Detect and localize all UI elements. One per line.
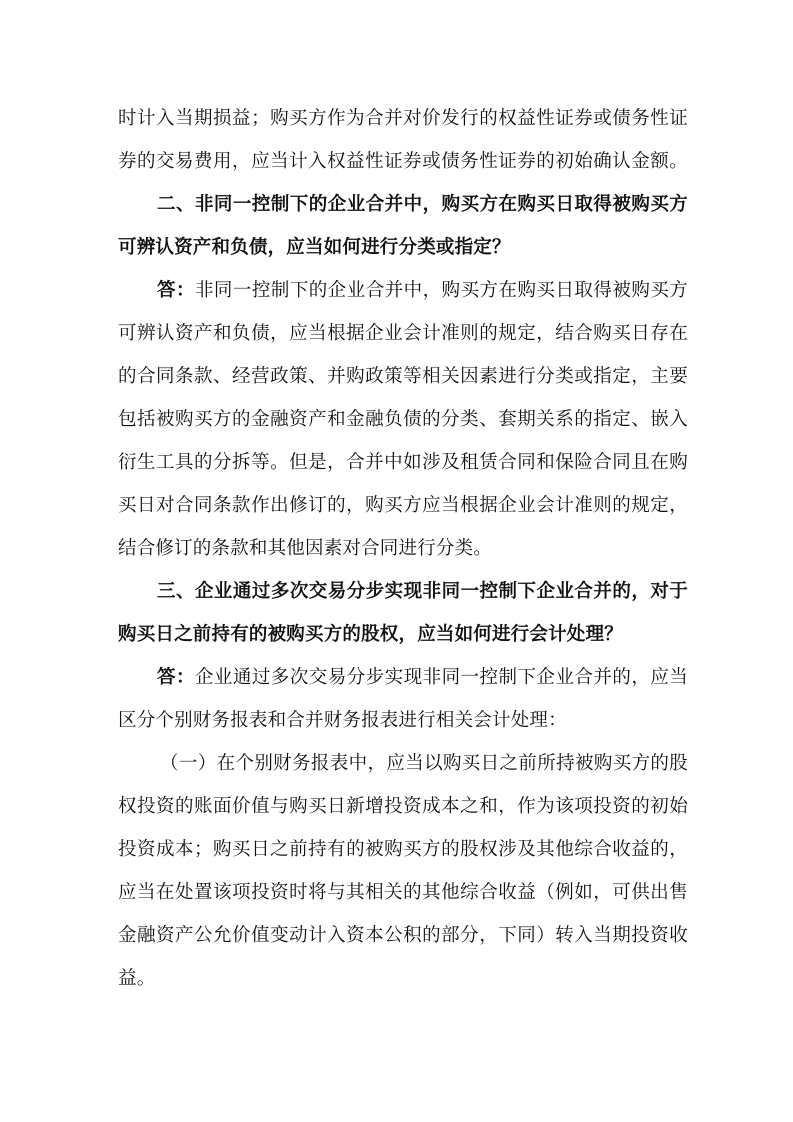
- answer-text: 非同一控制下的企业合并中，购买方在购买日取得被购买方: [194, 280, 688, 301]
- text-line: 包括被购买方的金融资产和金融负债的分类、套期关系的指定、嵌入: [118, 409, 688, 430]
- text-line: 投资成本；购买日之前持有的被购买方的股权涉及其他综合收益的，: [118, 839, 688, 860]
- text-line: （一）在个别财务报表中，应当以购买日之前所持被购买方的股: [160, 753, 688, 774]
- section-heading-3-cont: 购买日之前持有的被购买方的股权，应当如何进行会计处理？: [118, 624, 623, 645]
- section-heading-3: 三、企业通过多次交易分步实现非同一控制下企业合并的，对于: [157, 581, 688, 602]
- text-line: 结合修订的条款和其他因素对合同进行分类。: [118, 538, 493, 559]
- answer-label: 答：: [157, 280, 195, 301]
- answer-label: 答：: [157, 667, 195, 688]
- text-line: 金融资产公允价值变动计入资本公积的部分，下同）转入当期投资收: [118, 925, 688, 946]
- text-line: 区分个别财务报表和合并财务报表进行相关会计处理：: [118, 710, 567, 731]
- answer-line: [157, 663, 688, 689]
- text-line: 衍生工具的分拆等。但是，合并中如涉及租赁合同和保险合同且在购: [118, 452, 688, 473]
- text-line: 权投资的账面价值与购买日新增投资成本之和，作为该项投资的初始: [118, 796, 688, 817]
- answer-text: 企业通过多次交易分步实现非同一控制下企业合并的，应当: [194, 667, 688, 688]
- answer-line: [157, 276, 688, 302]
- text-line: 的合同条款、经营政策、并购政策等相关因素进行分类或指定，主要: [118, 366, 688, 387]
- text-line: 可辨认资产和负债，应当根据企业会计准则的规定，结合购买日存在: [118, 323, 688, 344]
- section-heading-2: 二、非同一控制下的企业合并中，购买方在购买日取得被购买方: [157, 194, 688, 215]
- section-heading-2-cont: 可辨认资产和负债，应当如何进行分类或指定？: [118, 237, 511, 258]
- text-line: 券的交易费用，应当计入权益性证券或债务性证券的初始确认金额。: [118, 151, 688, 172]
- text-line: 买日对合同条款作出修订的，购买方应当根据企业会计准则的规定，: [118, 495, 688, 516]
- text-line: 益。: [118, 968, 156, 989]
- text-line: 应当在处置该项投资时将与其相关的其他综合收益（例如，可供出售: [118, 882, 688, 903]
- text-line: 时计入当期损益；购买方作为合并对价发行的权益性证券或债务性证: [118, 108, 688, 129]
